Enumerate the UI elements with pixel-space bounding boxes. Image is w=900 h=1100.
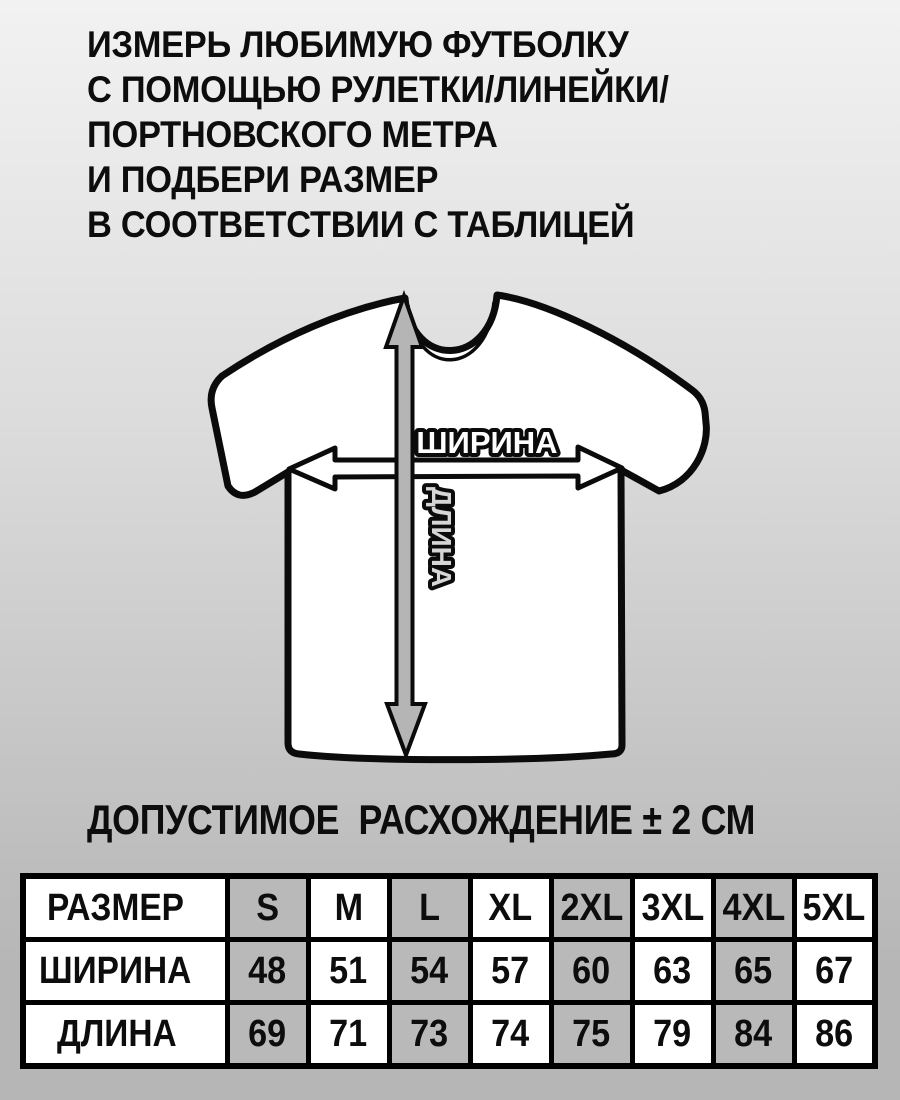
length-value-cell: 73	[389, 1003, 470, 1067]
length-value-cell: 75	[551, 1003, 632, 1067]
table-row-width	[23, 940, 875, 1003]
length-value-cell: 86	[794, 1003, 875, 1067]
size-table	[20, 873, 878, 1069]
size-header-cell: 5XL	[794, 876, 875, 940]
size-header-cell: 2XL	[551, 876, 632, 940]
instructions-line: И ПОДБЕРИ РАЗМЕР	[87, 159, 439, 200]
instructions-line: ПОРТНОВСКОГО МЕТРА	[87, 114, 498, 155]
row-label-length: ДЛИНА	[23, 1003, 227, 1067]
table-row-sizes	[23, 876, 875, 940]
tshirt-outline	[211, 295, 706, 760]
size-header-cell: L	[389, 876, 470, 940]
size-header-cell: S	[227, 876, 308, 940]
tshirt-measurement-diagram	[195, 285, 715, 785]
width-value-cell: 65	[713, 940, 794, 1003]
size-header-cell: XL	[470, 876, 551, 940]
width-value-cell: 57	[470, 940, 551, 1003]
instructions-text	[87, 22, 712, 247]
length-value-cell: 74	[470, 1003, 551, 1067]
width-value-cell: 51	[308, 940, 389, 1003]
width-label: ШИРИНА	[416, 425, 558, 460]
width-value-cell: 54	[389, 940, 470, 1003]
size-header-cell: 4XL	[713, 876, 794, 940]
table-corner-label: РАЗМЕР	[23, 876, 227, 940]
width-value-cell: 67	[794, 940, 875, 1003]
length-value-cell: 71	[308, 1003, 389, 1067]
instructions-line: С ПОМОЩЬЮ РУЛЕТКИ/ЛИНЕЙКИ/	[87, 69, 669, 110]
tolerance-note: ДОПУСТИМОЕ РАСХОЖДЕНИЕ ± 2 СМ	[87, 796, 756, 843]
instructions-line: ИЗМЕРЬ ЛЮБИМУЮ ФУТБОЛКУ	[87, 24, 629, 65]
length-value-cell: 79	[632, 1003, 713, 1067]
width-value-cell: 60	[551, 940, 632, 1003]
row-label-width: ШИРИНА	[23, 940, 227, 1003]
length-label: ДЛИНА	[426, 486, 457, 588]
instructions-line: В СООТВЕТСТВИИ С ТАБЛИЦЕЙ	[87, 204, 635, 245]
length-value-cell: 84	[713, 1003, 794, 1067]
width-value-cell: 63	[632, 940, 713, 1003]
length-value-cell: 69	[227, 1003, 308, 1067]
table-row-length	[23, 1003, 875, 1067]
width-value-cell: 48	[227, 940, 308, 1003]
size-header-cell: M	[308, 876, 389, 940]
size-header-cell: 3XL	[632, 876, 713, 940]
